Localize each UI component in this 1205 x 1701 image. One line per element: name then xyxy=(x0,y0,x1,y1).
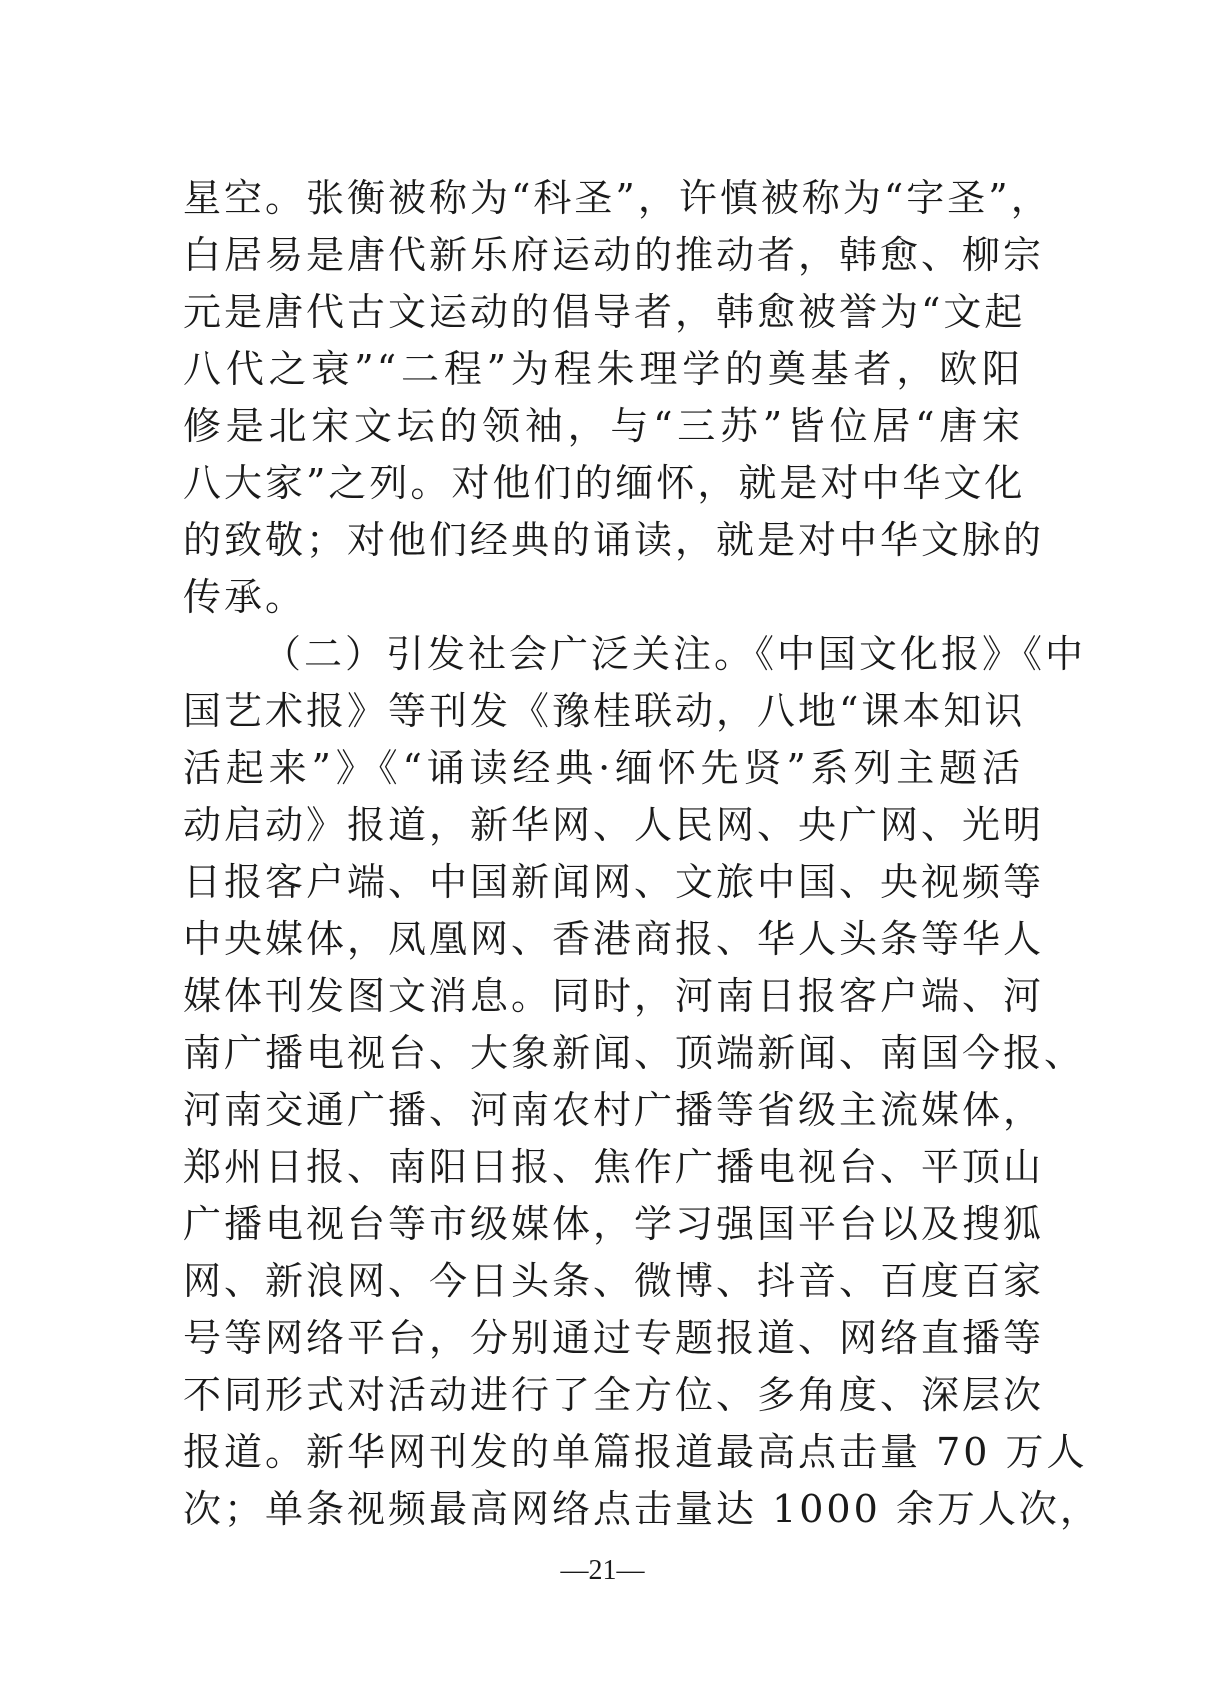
text-line: 日报客户端、中国新闻网、文旅中国、央视频等 xyxy=(183,860,1045,904)
text-line: 修是北宋文坛的领袖，与“三苏”皆位居“唐宋 xyxy=(183,404,1023,448)
text-line: 不同形式对活动进行了全方位、多角度、深层次 xyxy=(183,1373,1045,1417)
text-line: 网、新浪网、今日头条、微博、抖音、百度百家 xyxy=(183,1259,1045,1303)
text-line: 白居易是唐代新乐府运动的推动者，韩愈、柳宗 xyxy=(183,233,1045,277)
paragraph-end-line: 传承。 xyxy=(183,575,307,619)
text-line: 星空。张衡被称为“科圣”，许慎被称为“字圣”， xyxy=(183,176,1052,220)
text-line: 报道。新华网刊发的单篇报道最高点击量 70 万人 xyxy=(183,1430,1088,1474)
text-line: 媒体刊发图文消息。同时，河南日报客户端、河 xyxy=(183,974,1045,1018)
text-line: 广播电视台等市级媒体，学习强国平台以及搜狐 xyxy=(183,1202,1045,1246)
text-line: 次；单条视频最高网络点击量达 1000 余万人次， xyxy=(183,1487,1101,1531)
text-line: 活起来”》《“诵读经典·缅怀先贤”系列主题活 xyxy=(183,746,1023,790)
text-line: 八大家”之列。对他们的缅怀，就是对中华文化 xyxy=(183,461,1026,505)
text-line: 的致敬；对他们经典的诵读，就是对中华文脉的 xyxy=(183,518,1045,562)
section-heading-line: （二）引发社会广泛关注。《中国文化报》《中 xyxy=(263,632,1087,676)
text-line: 国艺术报》等刊发《豫桂联动，八地“课本知识 xyxy=(183,689,1026,733)
text-line: 郑州日报、南阳日报、焦作广播电视台、平顶山 xyxy=(183,1145,1045,1189)
body-text xyxy=(183,170,1101,1538)
text-line: 南广播电视台、大象新闻、顶端新闻、南国今报、 xyxy=(183,1031,1086,1075)
text-line: 号等网络平台，分别通过专题报道、网络直播等 xyxy=(183,1316,1045,1360)
text-line: 元是唐代古文运动的倡导者，韩愈被誉为“文起 xyxy=(183,290,1026,334)
text-line: 中央媒体，凤凰网、香港商报、华人头条等华人 xyxy=(183,917,1045,961)
page-number: —21— xyxy=(560,1555,645,1586)
text-line: 河南交通广播、河南农村广播等省级主流媒体， xyxy=(183,1088,1045,1132)
text-line: 动启动》报道，新华网、人民网、央广网、光明 xyxy=(183,803,1045,847)
text-line: 八代之衰”“二程”为程朱理学的奠基者，欧阳 xyxy=(183,347,1023,391)
